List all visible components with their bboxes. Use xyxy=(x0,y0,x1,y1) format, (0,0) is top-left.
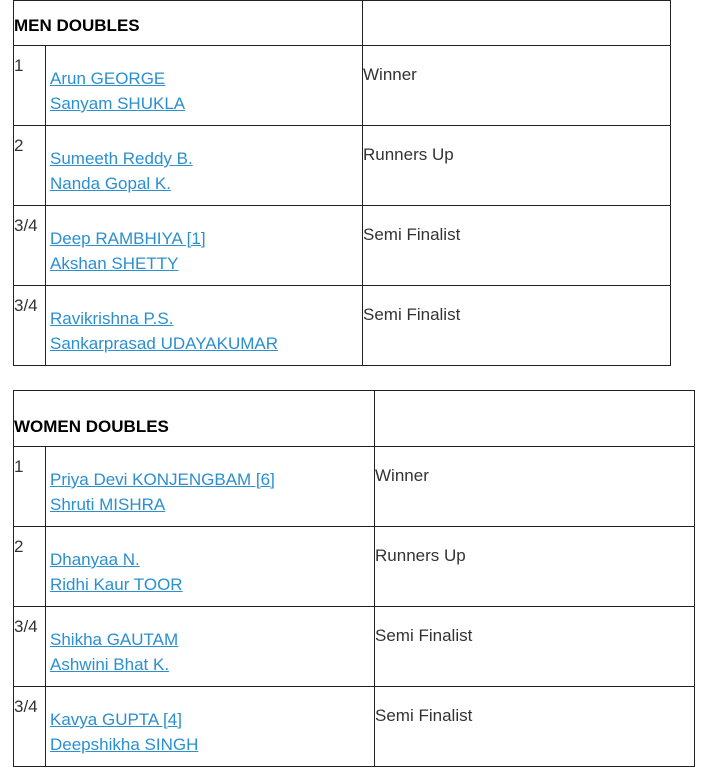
table-row xyxy=(14,286,671,366)
player-link[interactable]: Ravikrishna P.S. xyxy=(50,309,174,328)
result-cell: Semi Finalist xyxy=(375,607,695,687)
table-header-row xyxy=(14,391,695,447)
result-cell: Semi Finalist xyxy=(363,206,671,286)
table-row xyxy=(14,126,671,206)
players-cell xyxy=(46,607,375,687)
player-link[interactable]: Sumeeth Reddy B. xyxy=(50,149,193,168)
header-empty-cell xyxy=(375,391,695,447)
result-cell: Winner xyxy=(375,447,695,527)
players-cell xyxy=(46,687,375,767)
table-header-row xyxy=(14,1,671,46)
player-link[interactable]: Ridhi Kaur TOOR xyxy=(50,575,183,594)
players-cell xyxy=(46,286,363,366)
players-cell xyxy=(46,447,375,527)
position-cell: 3/4 xyxy=(14,607,46,687)
player-link[interactable]: Shikha GAUTAM xyxy=(50,630,179,649)
section-title: MEN DOUBLES xyxy=(14,1,363,46)
players-cell xyxy=(46,46,363,126)
player-link[interactable]: Dhanyaa N. xyxy=(50,550,140,569)
player-link[interactable]: Deep RAMBHIYA [1] xyxy=(50,229,206,248)
position-cell: 3/4 xyxy=(14,687,46,767)
result-cell: Semi Finalist xyxy=(375,687,695,767)
player-link[interactable]: Kavya GUPTA [4] xyxy=(50,710,182,729)
player-link[interactable]: Deepshikha SINGH xyxy=(50,735,199,754)
result-cell: Runners Up xyxy=(363,126,671,206)
position-cell: 1 xyxy=(14,447,46,527)
result-cell: Runners Up xyxy=(375,527,695,607)
player-link[interactable]: Akshan SHETTY xyxy=(50,254,179,273)
result-cell: Semi Finalist xyxy=(363,286,671,366)
players-cell xyxy=(46,126,363,206)
position-cell: 3/4 xyxy=(14,206,46,286)
table-row xyxy=(14,607,695,687)
players-cell xyxy=(46,527,375,607)
player-link[interactable]: Sankarprasad UDAYAKUMAR xyxy=(50,334,279,353)
position-cell: 2 xyxy=(14,126,46,206)
table-row xyxy=(14,447,695,527)
position-cell: 2 xyxy=(14,527,46,607)
section-title: WOMEN DOUBLES xyxy=(14,391,375,447)
player-link[interactable]: Sanyam SHUKLA xyxy=(50,94,186,113)
men-doubles-table xyxy=(13,0,671,366)
player-link[interactable]: Nanda Gopal K. xyxy=(50,174,171,193)
players-cell xyxy=(46,206,363,286)
header-empty-cell xyxy=(363,1,671,46)
table-row xyxy=(14,206,671,286)
women-doubles-table xyxy=(13,390,695,767)
table-row xyxy=(14,687,695,767)
table-row xyxy=(14,46,671,126)
player-link[interactable]: Shruti MISHRA xyxy=(50,495,166,514)
position-cell: 1 xyxy=(14,46,46,126)
result-cell: Winner xyxy=(363,46,671,126)
table-row xyxy=(14,527,695,607)
player-link[interactable]: Ashwini Bhat K. xyxy=(50,655,170,674)
player-link[interactable]: Arun GEORGE xyxy=(50,69,166,88)
position-cell: 3/4 xyxy=(14,286,46,366)
player-link[interactable]: Priya Devi KONJENGBAM [6] xyxy=(50,470,275,489)
